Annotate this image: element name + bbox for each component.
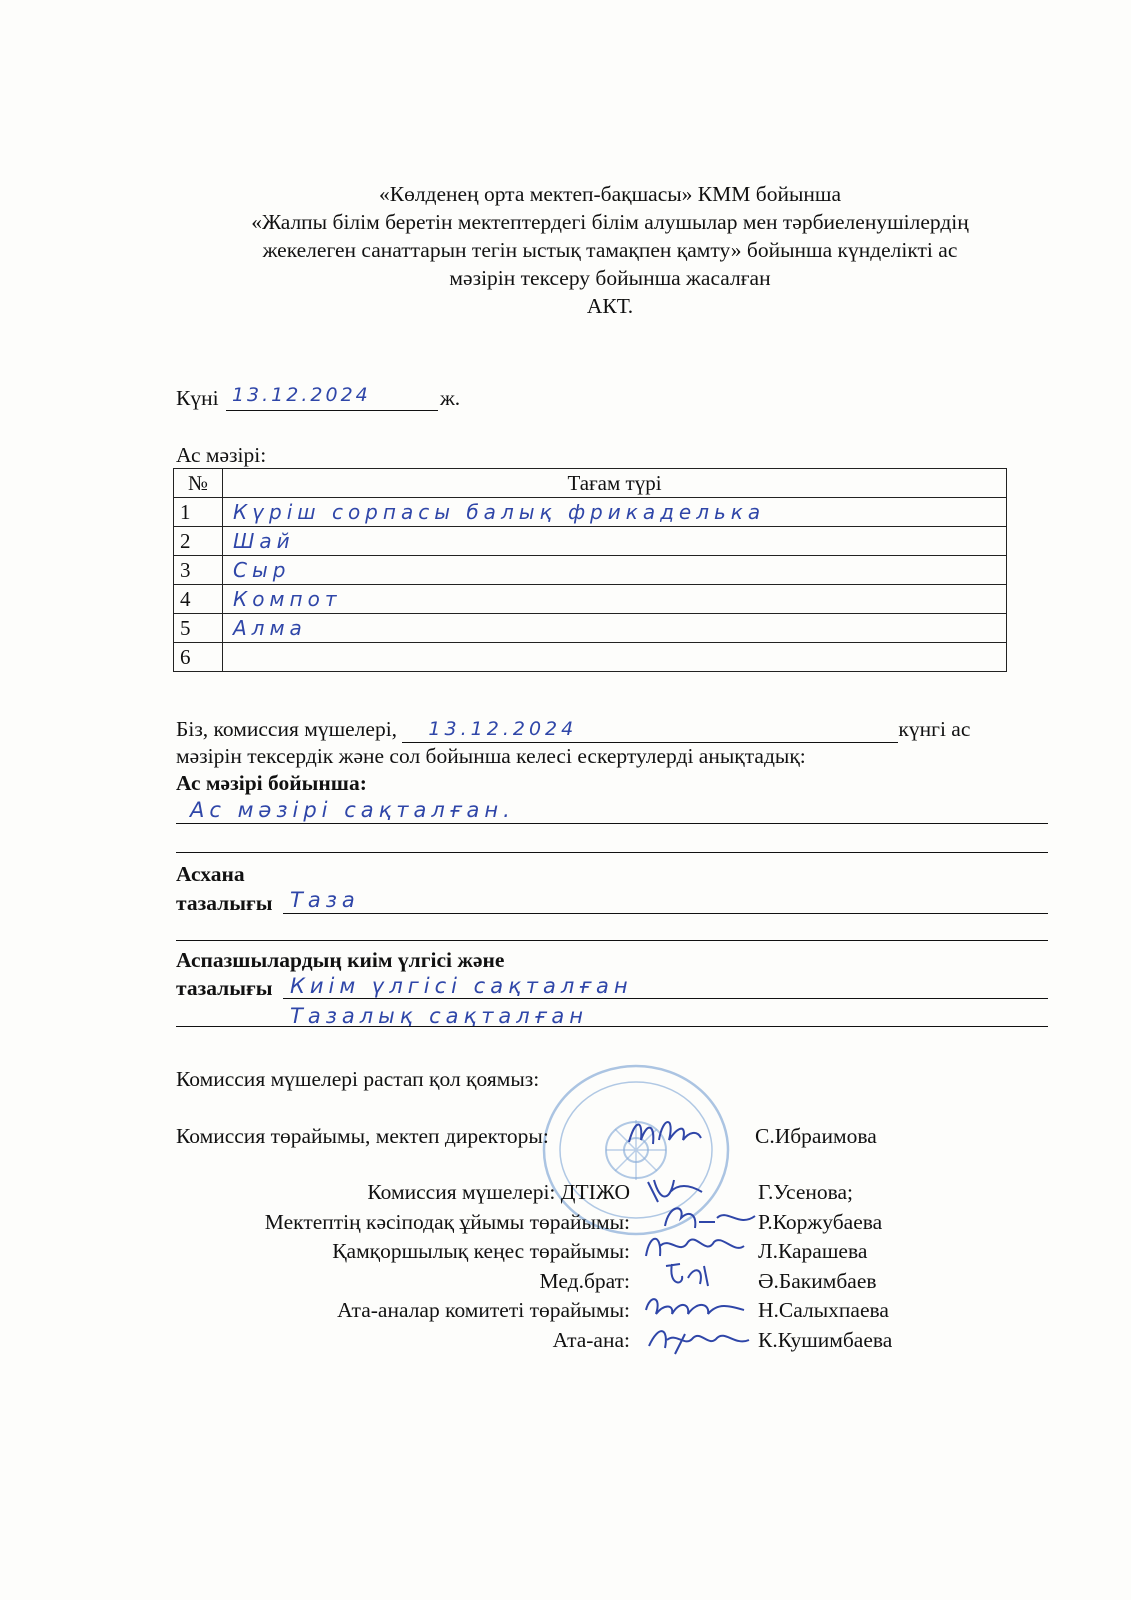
table-row [174, 585, 1007, 614]
dish-cell [223, 614, 1007, 643]
members-list [0, 1180, 1131, 1357]
title-line-4: мәзірін тексеру бойынша жасалған [449, 266, 771, 290]
date-suffix: ж. [439, 386, 461, 410]
member-name: Ә.Бакимбаев [758, 1268, 877, 1293]
underline [283, 913, 1048, 914]
title-line-5: АКТ. [586, 294, 634, 318]
dish-handwritten: Күріш сорпасы балық фрикаделька [233, 500, 766, 524]
member-name: Н.Салыхпаева [758, 1298, 889, 1322]
member-role: Ата-ана: [552, 1327, 630, 1352]
column-header-dish: Тағам түрі [223, 469, 1007, 498]
table-row [174, 643, 1007, 672]
dish-cell [223, 585, 1007, 614]
date-line [176, 386, 460, 411]
dish-handwritten: Сыр [233, 558, 291, 582]
dish-handwritten: Компот [233, 587, 342, 611]
row-number: 1 [174, 498, 223, 527]
kitchen-heading-line-2: тазалығы [176, 891, 273, 915]
member-name: Г.Усенова; [758, 1180, 854, 1204]
member-role: Мед.брат: [539, 1268, 630, 1293]
row-number: 6 [174, 643, 223, 672]
member-role: Қамқоршылық кеңес төрайымы: [332, 1239, 630, 1263]
dish-handwritten: Шай [233, 529, 295, 553]
underline [176, 852, 1048, 853]
table-row [174, 498, 1007, 527]
commission-date-handwritten: 13.12.2024 [428, 718, 578, 740]
title-line-1: «Көлденең орта мектеп-бақшасы» КММ бойынша [378, 182, 842, 206]
member-role: Ата-аналар комитеті төрайымы: [337, 1298, 630, 1322]
underline [283, 998, 1048, 999]
cooks-note-2-handwritten: Тазалық сақталған [290, 1004, 588, 1028]
row-number: 4 [174, 585, 223, 614]
menu-label: Ас мәзірі: [176, 443, 267, 467]
member-role: Мектептің кәсіподақ ұйымы төрайымы: [264, 1209, 630, 1234]
underline [176, 823, 1048, 824]
chair-role: Комиссия төрайымы, мектеп директоры: [176, 1124, 549, 1148]
signature-member-5 [640, 1290, 750, 1324]
row-number: 5 [174, 614, 223, 643]
commission-paragraph [176, 716, 1048, 770]
dish-cell [223, 527, 1007, 556]
dish-cell [223, 556, 1007, 585]
commission-date-blank [402, 720, 898, 743]
menu-section-heading: Ас мәзірі бойынша: [176, 771, 367, 795]
member-name: Р.Коржубаева [758, 1209, 883, 1234]
cooks-heading-line-1: Аспазшылардың киім үлгісі және [176, 948, 505, 972]
member-row [0, 1239, 1131, 1269]
member-role: Комиссия мүшелері: ДТІЖО [367, 1180, 630, 1204]
date-blank [226, 384, 438, 411]
dish-handwritten: Алма [233, 616, 307, 640]
cooks-heading-line-2: тазалығы [176, 976, 273, 1000]
confirm-text: Комиссия мүшелері растап қол қоямыз: [176, 1067, 540, 1091]
member-row [0, 1180, 1131, 1210]
member-name: Л.Карашева [758, 1239, 868, 1263]
member-row [0, 1210, 1131, 1240]
commission-text-part1: Біз, комиссия мүшелері, [176, 717, 398, 741]
member-row [0, 1269, 1131, 1299]
cooks-note-1-handwritten: Киім үлгісі сақталған [290, 974, 633, 998]
title-line-3: жекелеген санаттарын тегін ыстық тамақпен қамту» бойынша күнделікті ас [262, 238, 958, 262]
commission-text-part2: күнгі ас [898, 717, 971, 741]
commission-line-1 [176, 716, 1048, 743]
kitchen-heading-line-1: Асхана [176, 862, 245, 886]
menu-table [173, 468, 1007, 672]
table-row [174, 614, 1007, 643]
title-line-2: «Жалпы білім беретін мектептердегі білім алушылар мен тәрбиеленушілердің [251, 210, 969, 234]
document-title [170, 180, 1050, 320]
member-name: К.Кушимбаева [758, 1327, 893, 1352]
row-number: 2 [174, 527, 223, 556]
commission-line-2: мәзірін тексердік және сол бойынша келесі ескертулерді анықтадық: [176, 744, 806, 768]
date-handwritten: 13.12.2024 [231, 384, 371, 406]
dish-cell [223, 498, 1007, 527]
member-row [0, 1328, 1131, 1358]
signature-member-6 [645, 1320, 755, 1360]
column-header-num: № [174, 469, 223, 498]
table-row [174, 527, 1007, 556]
underline [176, 940, 1048, 941]
dish-cell [223, 643, 1007, 672]
menu-table-header [174, 469, 1007, 498]
underline [176, 1026, 1048, 1027]
table-row [174, 556, 1007, 585]
date-label: Күні [176, 386, 219, 410]
member-row [0, 1298, 1131, 1328]
menu-note-handwritten: Ас мәзірі сақталған. [190, 798, 515, 822]
signature-chair [625, 1110, 705, 1155]
kitchen-note-handwritten: Таза [290, 888, 360, 912]
row-number: 3 [174, 556, 223, 585]
chair-name: С.Ибраимова [755, 1124, 877, 1148]
